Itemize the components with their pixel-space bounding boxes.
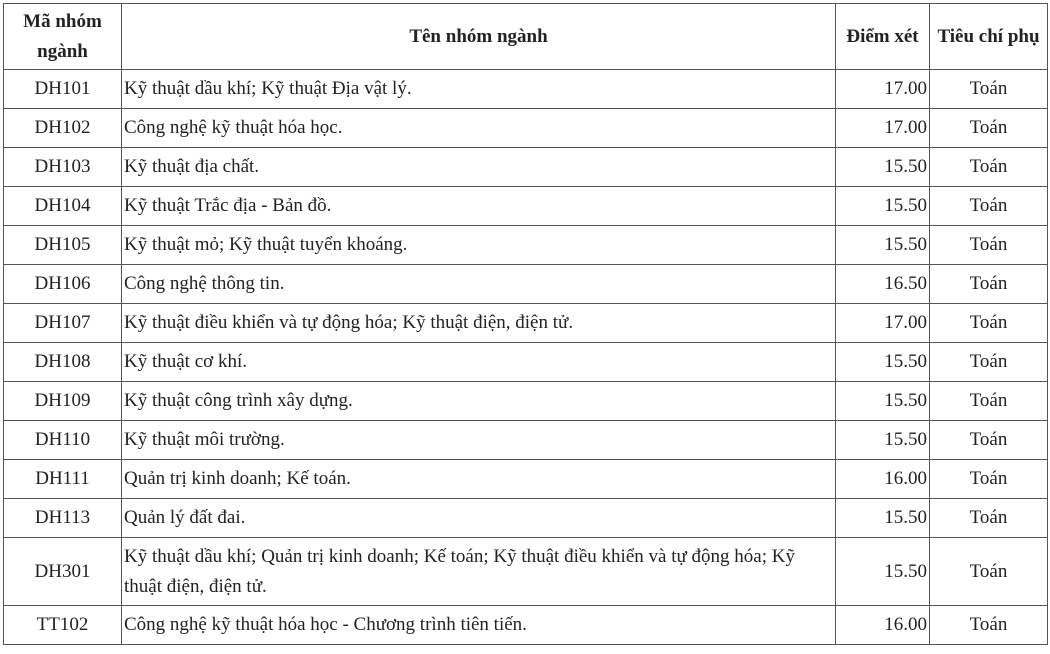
cell-criteria: Toán (930, 304, 1048, 343)
cell-name: Kỹ thuật địa chất. (122, 148, 836, 187)
cell-name: Kỹ thuật cơ khí. (122, 343, 836, 382)
cell-criteria: Toán (930, 70, 1048, 109)
table-row (4, 265, 1048, 304)
cell-criteria: Toán (930, 421, 1048, 460)
header-row (4, 4, 1048, 70)
cell-code: TT102 (4, 606, 122, 645)
table-row (4, 226, 1048, 265)
cell-criteria: Toán (930, 109, 1048, 148)
table-row (4, 538, 1048, 606)
table-header (4, 4, 1048, 70)
cell-score: 15.50 (836, 226, 930, 265)
cell-criteria: Toán (930, 499, 1048, 538)
table-row (4, 499, 1048, 538)
table-row (4, 70, 1048, 109)
cell-code: DH106 (4, 265, 122, 304)
cell-score: 16.50 (836, 265, 930, 304)
cell-code: DH108 (4, 343, 122, 382)
cell-score: 15.50 (836, 499, 930, 538)
cell-name: Công nghệ kỹ thuật hóa học - Chương trình tiên tiến. (122, 606, 836, 645)
cell-name: Kỹ thuật điều khiển và tự động hóa; Kỹ thuật điện, điện tử. (122, 304, 836, 343)
table-row (4, 382, 1048, 421)
table-row (4, 148, 1048, 187)
cell-score: 17.00 (836, 70, 930, 109)
cell-code: DH102 (4, 109, 122, 148)
cell-score: 16.00 (836, 460, 930, 499)
cell-criteria: Toán (930, 538, 1048, 606)
cell-name: Quản trị kinh doanh; Kế toán. (122, 460, 836, 499)
table-row (4, 109, 1048, 148)
cell-name: Kỹ thuật công trình xây dựng. (122, 382, 836, 421)
cell-name: Kỹ thuật dầu khí; Kỹ thuật Địa vật lý. (122, 70, 836, 109)
cell-criteria: Toán (930, 606, 1048, 645)
cell-code: DH110 (4, 421, 122, 460)
header-score: Điểm xét (836, 4, 930, 70)
cell-name: Công nghệ kỹ thuật hóa học. (122, 109, 836, 148)
table-row (4, 460, 1048, 499)
table-row (4, 343, 1048, 382)
cell-score: 17.00 (836, 109, 930, 148)
cell-code: DH103 (4, 148, 122, 187)
cell-code: DH101 (4, 70, 122, 109)
cell-criteria: Toán (930, 265, 1048, 304)
cell-code: DH109 (4, 382, 122, 421)
table-row (4, 187, 1048, 226)
cell-name: Kỹ thuật mỏ; Kỹ thuật tuyển khoáng. (122, 226, 836, 265)
cell-name: Quản lý đất đai. (122, 499, 836, 538)
cell-code: DH104 (4, 187, 122, 226)
header-name: Tên nhóm ngành (122, 4, 836, 70)
cell-code: DH113 (4, 499, 122, 538)
admission-score-table (3, 3, 1048, 645)
cell-name: Kỹ thuật Trắc địa - Bản đồ. (122, 187, 836, 226)
cell-code: DH301 (4, 538, 122, 606)
cell-score: 15.50 (836, 187, 930, 226)
cell-score: 15.50 (836, 343, 930, 382)
header-criteria: Tiêu chí phụ (930, 4, 1048, 70)
cell-criteria: Toán (930, 343, 1048, 382)
cell-score: 15.50 (836, 538, 930, 606)
header-code: Mã nhóm ngành (4, 4, 122, 70)
cell-criteria: Toán (930, 382, 1048, 421)
cell-score: 15.50 (836, 148, 930, 187)
cell-criteria: Toán (930, 226, 1048, 265)
cell-name: Công nghệ thông tin. (122, 265, 836, 304)
cell-score: 16.00 (836, 606, 930, 645)
cell-score: 17.00 (836, 304, 930, 343)
cell-name: Kỹ thuật dầu khí; Quản trị kinh doanh; Kế toán; Kỹ thuật điều khiển và tự động hóa; Kỹ thuật điện, điện tử. (122, 538, 836, 606)
table-row (4, 606, 1048, 645)
cell-code: DH111 (4, 460, 122, 499)
cell-code: DH107 (4, 304, 122, 343)
cell-code: DH105 (4, 226, 122, 265)
cell-criteria: Toán (930, 187, 1048, 226)
cell-criteria: Toán (930, 460, 1048, 499)
cell-score: 15.50 (836, 421, 930, 460)
table-body (4, 70, 1048, 645)
cell-score: 15.50 (836, 382, 930, 421)
table-row (4, 304, 1048, 343)
table-row (4, 421, 1048, 460)
cell-name: Kỹ thuật môi trường. (122, 421, 836, 460)
cell-criteria: Toán (930, 148, 1048, 187)
